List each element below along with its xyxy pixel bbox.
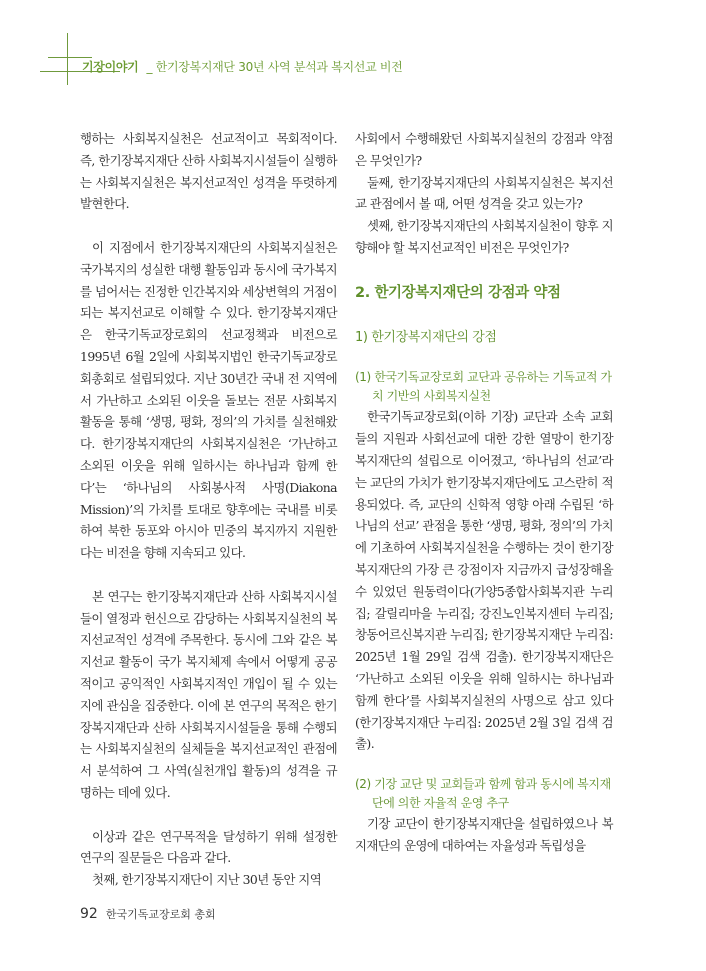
right-paragraph: 한국기독교장로회(이하 기장) 교단과 소속 교회들의 지원과 사회선교에 대한 강한 열망이 한기장복지재단의 설립으로 이어졌고, ‘하나님의 선교’라는 교단의 가치가 한기장복지재단에도 고스란히 적용되었다. 즉, 교단의 신학적 영향 아래 수립된 ‘하나님의 선교’ 관점을 통한 ‘생명, 평화, 정의’의 가치에 기초하여 사회복지실천을 수행하는 것이 한기장복지재단의 가장 큰 강점이자 지금까지 급성장해올 수 있었던 원동력이다(가양5종합사회복지관 누리집; 갈릴리마을 누리집; 강진노인복지센터 누리집; 창동어르신복지관 누리집; 한기장복지재단 누리집: 2025년 1월 29일 검색 검출). 한기장복지재단은 ‘가난하고 소외된 이웃을 위해 일하시는 하나님과 함께 한다’를 사회복지실천의 사명으로 삼고 있다(한기장복지재단 누리집: 2025년 2월 3일 검색 검출). — [355, 409, 613, 752]
right-paragraph: 셋째, 한기장복지재단의 사회복지실천이 향후 지향해야 할 복지선교적인 비전은 무엇인가? — [355, 218, 613, 255]
running-header — [82, 58, 402, 75]
right-column — [355, 128, 613, 857]
left-column — [80, 128, 337, 891]
left-paragraph: 이 지점에서 한기장복지재단의 사회복지실천은 국가복지의 성실한 대행 활동임과 동시에 국가복지를 넘어서는 진정한 인간복지와 세상변혁의 거점이 되는 복지선교로 이해할 수 있다. 한기장복지재단은 한국기독교장로회의 선교정책과 비전으로 1995년 6월 2일에 사회복지법인 한국기독교장로회총회로 설립되었다. 지난 30년간 국내 전 지역에서 가난하고 소외된 이웃을 돌보는 전문 사회복지 활동을 통해 ‘생명, 평화, 정의’의 가치를 실천해왔다. 한기장복지재단의 사회복지실천은 ‘가난하고 소외된 이웃을 위해 일하시는 하나님과 함께 한다’는 ‘하나님의 사회봉사적 사명(Diakona Mission)’의 가치를 토대로 향후에는 국내를 비롯하여 북한 동포와 아시아 민중의 복지까지 지원한다는 비전을 향해 지속되고 있다. — [80, 239, 337, 561]
sub-subsection-heading: (2) 기장 교단 및 교회들과 함께 함과 동시에 복지재단에 의한 자율적 운영 추구 — [355, 777, 611, 811]
page-footer — [80, 906, 216, 922]
right-paragraph: 둘째, 한기장복지재단의 사회복지실천은 복지선교 관점에서 볼 때, 어떤 성격을 갖고 있는가? — [355, 174, 613, 212]
left-paragraph: 이상과 같은 연구목적을 달성하기 위해 설정한 연구의 질문들은 다음과 같다. — [80, 828, 337, 866]
sub-subsection-heading: (1) 한국기독교장로회 교단과 공유하는 기독교적 가치 기반의 사회복지실천 — [355, 370, 612, 404]
left-paragraph: 본 연구는 한기장복지재단과 산하 사회복지시설들이 열정과 헌신으로 감당하는 사회복지실천의 복지선교적인 성격에 주목한다. 동시에 그와 같은 복지선교 활동이 국가 복지체제 속에서 어떻게 공공적이고 공익적인 사회복지적인 개입이 될 수 있는지에 관심을 집중한다. 이에 본 연구의 목적은 한기장복지재단과 산하 사회복지시설들을 통해 수행되는 사회복지실천의 실체들을 복지선교적인 관점에서 분석하여 그 사역(실천개입 활동)의 성격을 규명하는 데에 있다. — [80, 588, 337, 800]
header-decor-vertical-line — [67, 33, 68, 85]
right-paragraph: 사회에서 수행해왔던 사회복지실천의 강점과 약점은 무엇인가? — [355, 131, 613, 168]
subsection-heading: 1) 한기장복지재단의 강점 — [355, 329, 497, 345]
section-heading: 2. 한기장복지재단의 강점과 약점 — [355, 284, 561, 301]
page-number: 92 — [80, 906, 98, 922]
left-paragraph: 첫째, 한기장복지재단이 지난 30년 동안 지역 — [92, 872, 322, 888]
right-paragraph: 기장 교단이 한기장복지재단을 설립하였으나 복지재단의 운영에 대하여는 자율성과 독립성을 — [355, 816, 613, 853]
footer-publisher: 한국기독교장로회 총회 — [105, 908, 216, 921]
header-article-title: _ 한기장복지재단 30년 사역 분석과 복지선교 비전 — [146, 60, 403, 74]
header-section-name: 기장이야기 — [82, 60, 139, 74]
left-paragraph: 행하는 사회복지실천은 선교적이고 목회적이다. 즉, 한기장복지재단 산하 사회복지시설들이 실행하는 사회복지실천은 복지선교적인 성격을 뚜렷하게 발현한다. — [80, 131, 337, 212]
